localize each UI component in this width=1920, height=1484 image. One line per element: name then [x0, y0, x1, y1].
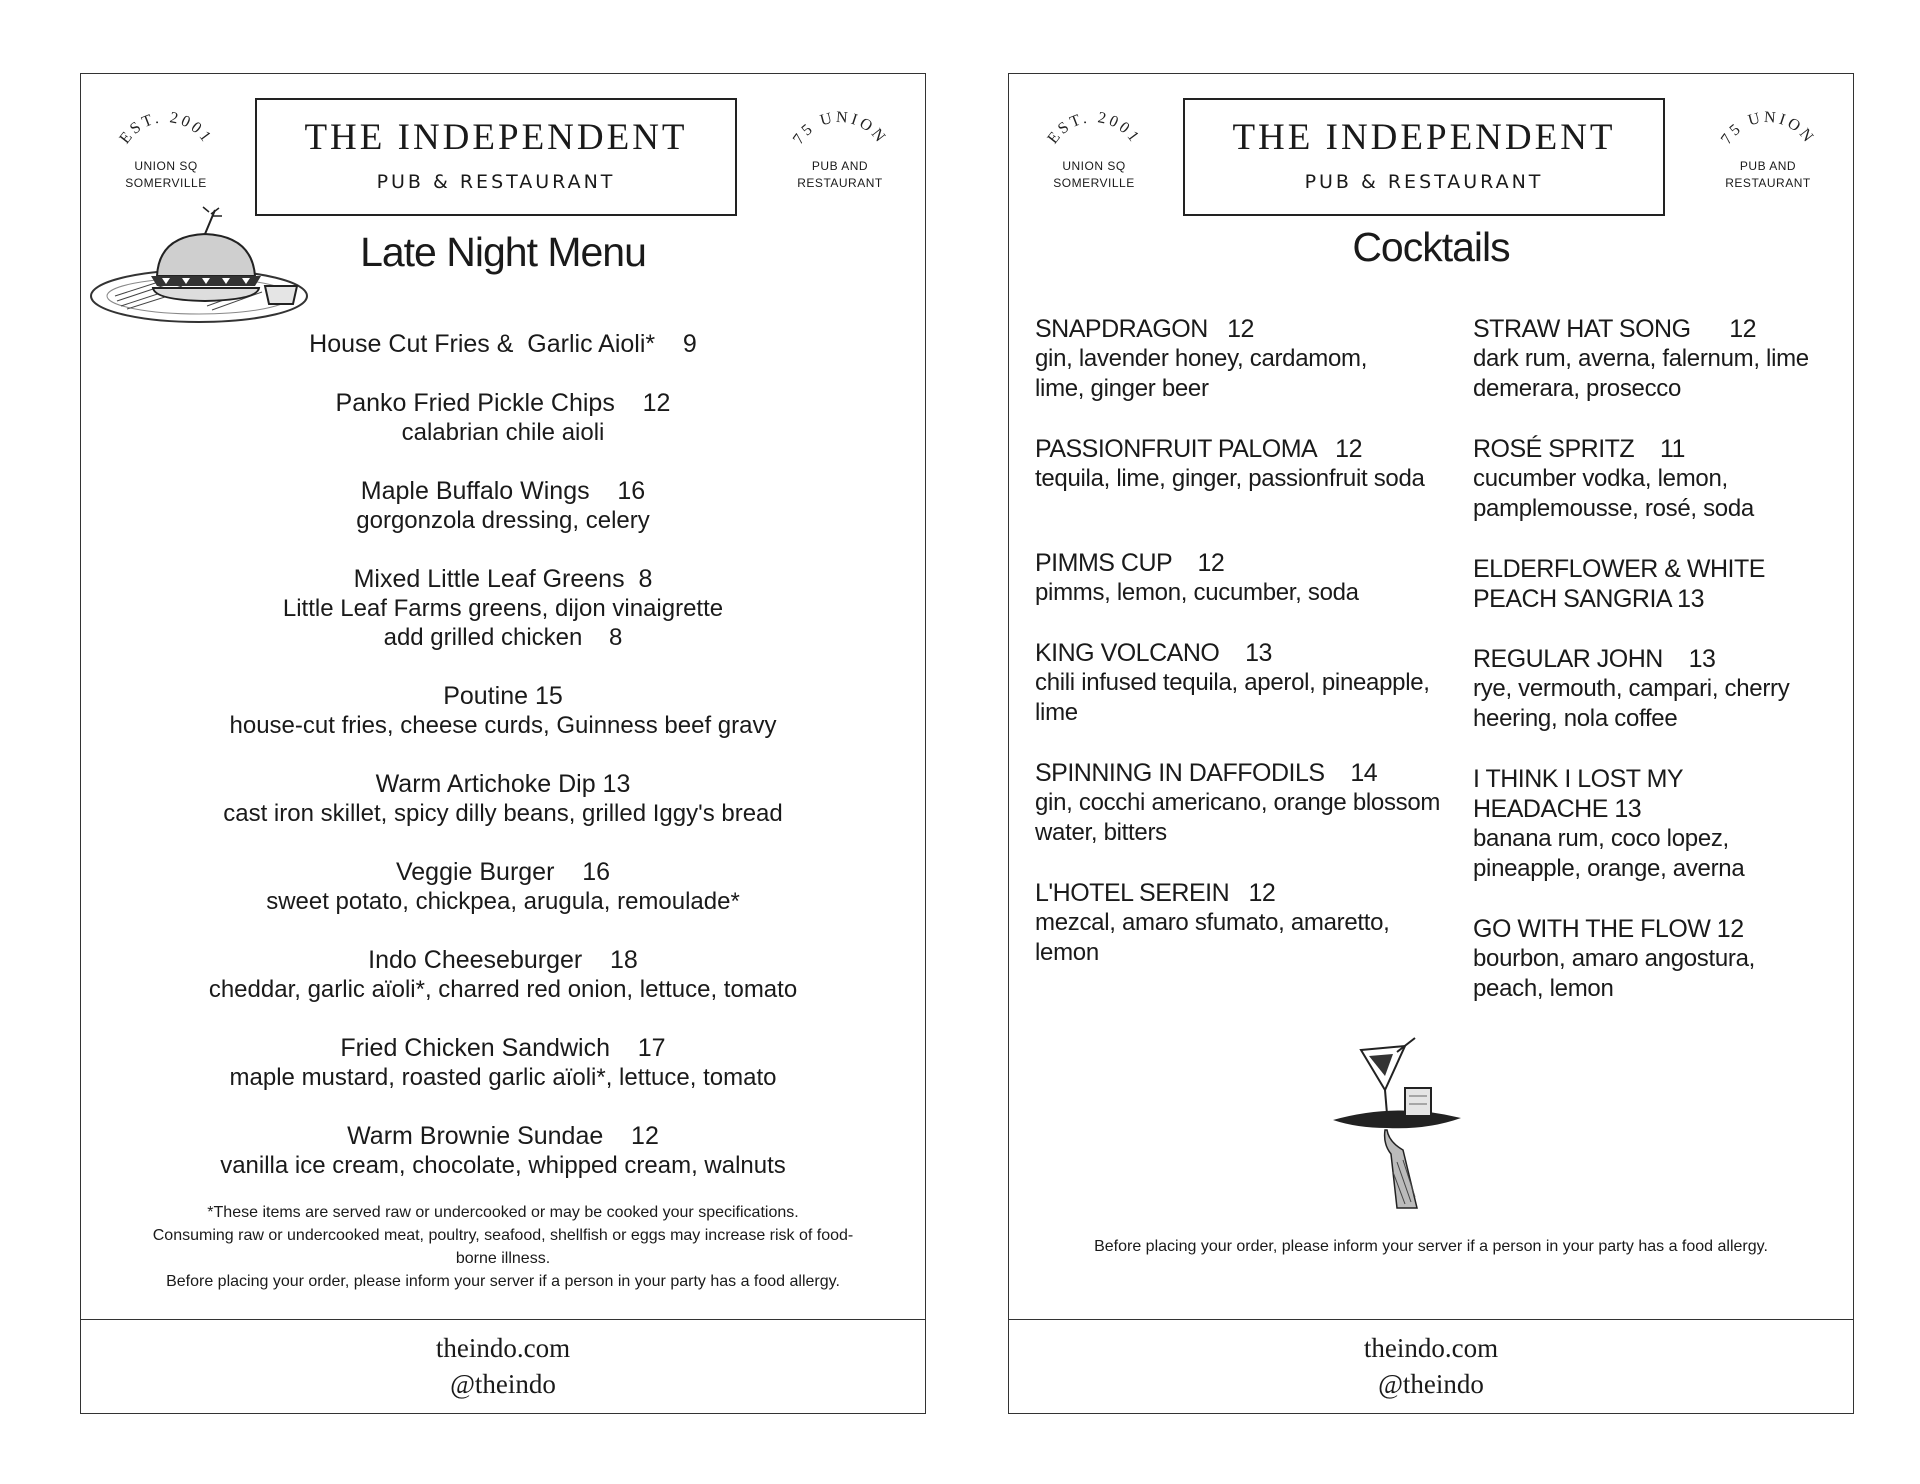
cocktail-ingredients: dark rum, averna, falernum, lime demerara, prosecco [1473, 345, 1809, 402]
item-description: cheddar, garlic aïoli*, charred red onion, lettuce, tomato [208, 976, 798, 1003]
item-title: Maple Buffalo Wings 16 [360, 477, 646, 505]
cocktail-ingredients: tequila, lime, ginger, passionfruit soda [1035, 465, 1425, 492]
item-description: house-cut fries, cheese curds, Guinness beef gravy [229, 712, 777, 739]
disclaimer-line: *These items are served raw or undercooked or may be cooked your specifications. [207, 1204, 799, 1221]
stamp-line-1: PUB AND [1739, 159, 1797, 173]
brand-tagline: PUB & RESTAURANT [1304, 171, 1544, 193]
cocktail-item [1473, 914, 1893, 1004]
menu-item [81, 946, 925, 1004]
cocktail-ingredients: gin, lavender honey, cardamom, lime, ginger beer [1035, 345, 1368, 402]
disclaimer-line: Consuming raw or undercooked meat, poultry, seafood, shellfish or eggs may increase risk of food- [152, 1227, 854, 1244]
address-stamp [1703, 94, 1833, 204]
item-description: maple mustard, roasted garlic aïoli*, lettuce, tomato [229, 1064, 777, 1091]
cocktail-name: GO WITH THE FLOW 12 [1473, 915, 1744, 943]
cocktail-name: REGULAR JOHN 13 [1473, 645, 1716, 673]
late-night-menu-page [80, 73, 926, 1414]
late-night-items [81, 330, 925, 1210]
est-arc-label: EST. 2001 [1044, 109, 1144, 148]
address-stamp [775, 94, 905, 204]
address-arc-label: 75 UNION [1717, 108, 1819, 148]
social-handle[interactable]: @theindo [1378, 1369, 1484, 1399]
menu-item [81, 682, 925, 740]
cocktail-item [1035, 878, 1455, 968]
cocktails-page [1008, 73, 1854, 1414]
cocktail-item [1473, 764, 1893, 884]
cocktail-ingredients: cucumber vodka, lemon, pamplemousse, rosé, soda [1473, 465, 1754, 522]
brand-title-box [1183, 98, 1665, 216]
est-arc-text [101, 94, 231, 164]
est-arc-text [1029, 94, 1159, 164]
stamp-line-1: PUB AND [811, 159, 869, 173]
brand-name: THE INDEPENDENT [1232, 117, 1616, 158]
cocktail-ingredients: pimms, lemon, cucumber, soda [1035, 579, 1359, 606]
brand-name: THE INDEPENDENT [304, 117, 688, 158]
item-description: vanilla ice cream, chocolate, whipped cream, walnuts [220, 1152, 786, 1179]
menu-item [81, 389, 925, 447]
cocktail-name: PIMMS CUP 12 [1035, 549, 1225, 577]
cocktail-ingredients: chili infused tequila, aperol, pineapple, lime [1035, 669, 1430, 726]
item-description: gorgonzola dressing, celery [356, 507, 650, 534]
menu-item [81, 477, 925, 535]
menu-item [81, 330, 925, 359]
menu-item [81, 565, 925, 652]
address-arc-label: 75 UNION [789, 108, 891, 148]
cocktail-name: L'HOTEL SEREIN 12 [1035, 879, 1276, 907]
footer [81, 1319, 925, 1413]
disclaimer-line: borne illness. [455, 1250, 551, 1267]
stamp-line-1: UNION SQ [1062, 159, 1126, 173]
svg-text:EST. 2001 [116, 109, 215, 147]
cocktail-ingredients: rye, vermouth, campari, cherry heering, nola coffee [1473, 675, 1790, 732]
item-title: Veggie Burger 16 [395, 858, 611, 886]
item-description: sweet potato, chickpea, arugula, remoulade* [266, 888, 740, 915]
item-title: Poutine 15 [443, 682, 563, 710]
cocktail-name: KING VOLCANO 13 [1035, 639, 1272, 667]
cocktail-name: I THINK I LOST MY HEADACHE 13 [1473, 765, 1683, 823]
svg-text:75 UNION [790, 109, 890, 148]
cocktail-ingredients: bourbon, amaro angostura, peach, lemon [1473, 945, 1756, 1002]
item-addon: add grilled chicken 8 [383, 624, 623, 651]
allergy-notice: Before placing your order, please inform your server if a person in your party has a food allergy. [1094, 1238, 1768, 1255]
cocktail-name: ROSÉ SPRITZ 11 [1473, 435, 1685, 463]
cocktail-name: PASSIONFRUIT PALOMA 12 [1035, 435, 1362, 463]
website-link[interactable]: theindo.com [435, 1333, 571, 1363]
cocktail-item [1473, 434, 1893, 524]
cocktail-name: ELDERFLOWER & WHITE PEACH SANGRIA 13 [1473, 555, 1765, 613]
stamp-line-2: RESTAURANT [1725, 176, 1811, 190]
cocktails-column-1 [1035, 314, 1455, 998]
est-arc-label: EST. 2001 [116, 109, 216, 148]
cocktails-column-2 [1473, 314, 1893, 1034]
cocktail-item [1473, 314, 1893, 404]
stamp-line-1: UNION SQ [134, 159, 198, 173]
cocktail-glass-illustration [1327, 1032, 1467, 1212]
item-title: Fried Chicken Sandwich 17 [340, 1034, 666, 1062]
brand-tagline: PUB & RESTAURANT [376, 171, 616, 193]
est-stamp [101, 94, 231, 204]
item-title: Warm Brownie Sundae 12 [347, 1122, 659, 1150]
cocktail-ingredients: banana rum, coco lopez, pineapple, orange, averna [1473, 825, 1745, 882]
cocktail-item [1035, 758, 1455, 848]
disclaimer-line: Before placing your order, please inform your server if a person in your party has a food allergy. [166, 1273, 840, 1290]
item-description: cast iron skillet, spicy dilly beans, grilled Iggy's bread [223, 800, 783, 827]
cocktail-item [1035, 314, 1455, 404]
cocktail-item [1473, 554, 1893, 614]
stamp-line-2: SOMERVILLE [1053, 176, 1135, 190]
item-description: Little Leaf Farms greens, dijon vinaigrette [282, 595, 724, 622]
cocktails-heading: Cocktails [1352, 224, 1510, 270]
address-arc-text [1703, 94, 1833, 164]
social-handle[interactable]: @theindo [450, 1369, 556, 1399]
food-disclaimer [101, 1201, 905, 1293]
cocktail-item [1035, 434, 1455, 494]
item-description: calabrian chile aioli [401, 419, 605, 446]
item-title: Mixed Little Leaf Greens 8 [353, 565, 653, 593]
cocktail-name: SNAPDRAGON 12 [1035, 315, 1254, 343]
footer [1009, 1319, 1853, 1413]
menu-item [81, 770, 925, 828]
cocktail-item [1473, 644, 1893, 734]
svg-text:EST. 2001 [1044, 109, 1143, 147]
item-title: Panko Fried Pickle Chips 12 [335, 389, 671, 417]
cocktail-name: STRAW HAT SONG 12 [1473, 315, 1757, 343]
est-stamp [1029, 94, 1159, 204]
cocktail-ingredients: gin, cocchi americano, orange blossom water, bitters [1035, 789, 1441, 846]
stamp-line-2: RESTAURANT [797, 176, 883, 190]
cocktail-name: SPINNING IN DAFFODILS 14 [1035, 759, 1378, 787]
item-title: Indo Cheeseburger 18 [368, 946, 638, 974]
cocktail-ingredients: mezcal, amaro sfumato, amaretto, lemon [1035, 909, 1390, 966]
svg-text:75 UNION [1718, 109, 1818, 148]
item-title: Warm Artichoke Dip 13 [375, 770, 631, 798]
brand-title-box [255, 98, 737, 216]
address-arc-text [775, 94, 905, 164]
stamp-line-2: SOMERVILLE [125, 176, 207, 190]
late-night-heading: Late Night Menu [360, 229, 646, 275]
cocktail-item [1035, 638, 1455, 728]
menu-item [81, 1034, 925, 1092]
item-title: House Cut Fries & Garlic Aioli* 9 [309, 330, 697, 358]
cocktail-item [1035, 548, 1455, 608]
menu-item [81, 1122, 925, 1180]
website-link[interactable]: theindo.com [1363, 1333, 1499, 1363]
menu-item [81, 858, 925, 916]
